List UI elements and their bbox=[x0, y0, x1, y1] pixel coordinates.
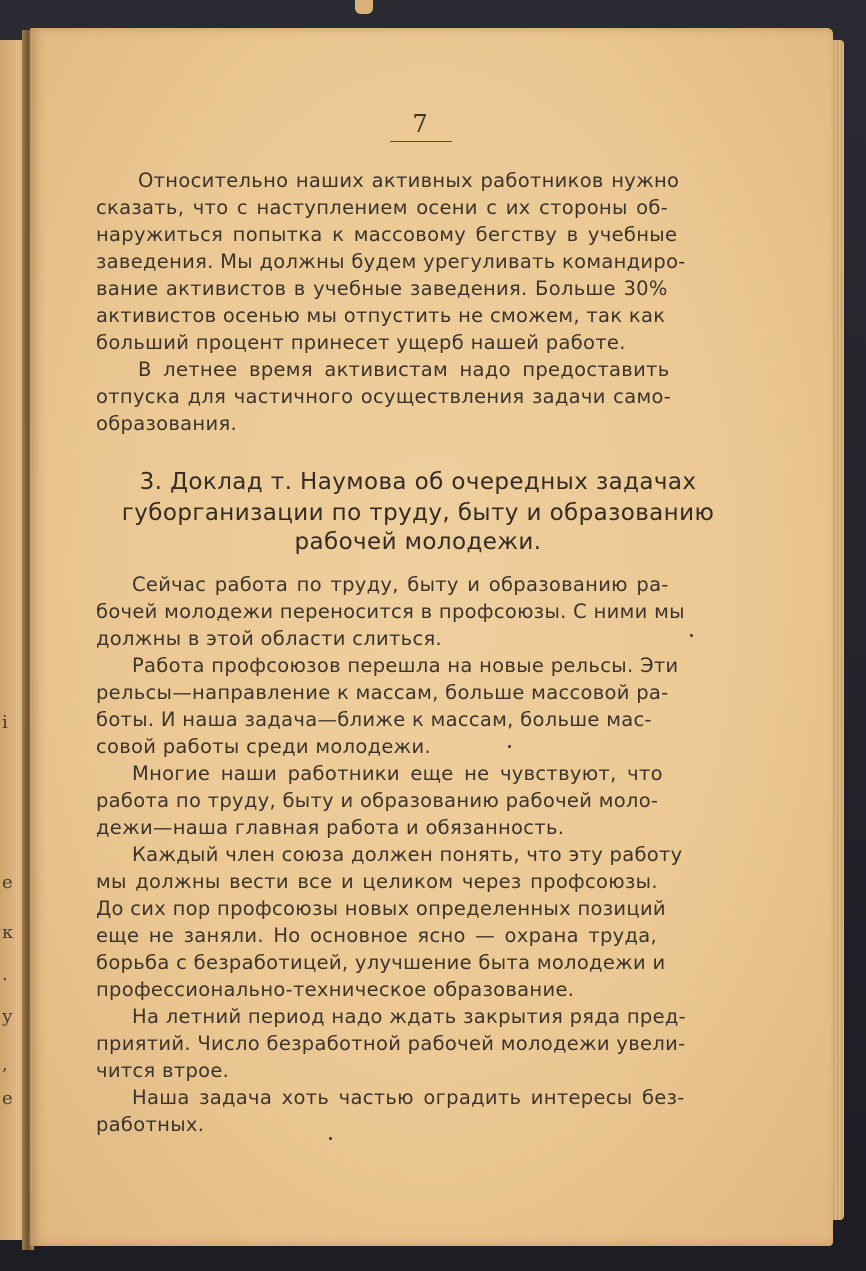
paragraph-line: образования. bbox=[96, 412, 237, 435]
section-heading-line: рабочей молодежи. bbox=[294, 529, 542, 555]
paragraph-line: Многие наши работники еще не чувствуют, что bbox=[132, 762, 663, 785]
paragraph-line: Относительно наших активных работников нужно bbox=[138, 169, 680, 192]
paragraph-line: Наша задача хоть частью оградить интересы без- bbox=[132, 1086, 685, 1109]
section-heading-line: 3. Доклад т. Наумова об очередных задачах bbox=[139, 469, 697, 495]
paragraph-line: отпуска для частичного осуществления задачи само- bbox=[96, 385, 672, 408]
left-page-fragment: і bbox=[2, 712, 8, 733]
ink-speck bbox=[508, 745, 511, 748]
paragraph-line: Сейчас работа по труду, быту и образованию ра- bbox=[132, 573, 669, 596]
paragraph-line: На летний период надо ждать закрытия ряда пред- bbox=[132, 1005, 687, 1028]
paragraph-line: должны в этой области слиться. bbox=[96, 627, 443, 650]
paragraph-line: рельсы—направление к массам, больше массовой ра- bbox=[96, 681, 669, 704]
left-page-fragment: у bbox=[2, 1006, 13, 1027]
paragraph-line: работных. bbox=[96, 1113, 205, 1136]
paragraph-line: До сих пор профсоюзы новых определенных позиций bbox=[96, 897, 666, 920]
ink-speck bbox=[329, 1137, 332, 1140]
paragraph-line: активистов осенью мы отпустить не сможем, так как bbox=[96, 304, 666, 327]
paragraph-line: сказать, что с наступлением осени с их стороны об- bbox=[96, 196, 669, 219]
paragraph-line: чится втрое. bbox=[96, 1059, 230, 1082]
paragraph-line: боты. И наша задача—ближе к массам, больше мас- bbox=[96, 708, 652, 731]
paragraph-line: приятий. Число безработной рабочей молодежи увели- bbox=[96, 1032, 686, 1055]
section-heading-line: губорганизации по труду, быту и образованию bbox=[121, 500, 715, 526]
paragraph-line: еще не заняли. Но основное ясно — охрана труда, bbox=[96, 924, 658, 947]
paragraph-line: наружиться попытка к массовому бегству в учебные bbox=[96, 223, 678, 246]
paper-scrap bbox=[355, 0, 373, 14]
page-number: 7 bbox=[412, 110, 428, 138]
paragraph-line: В летнее время активистам надо предоставить bbox=[138, 358, 670, 381]
page-number-underline bbox=[390, 141, 452, 142]
left-page-fragment: к bbox=[2, 922, 14, 943]
paragraph-line: Работа профсоюзов перешла на новые рельсы. Эти bbox=[132, 654, 679, 677]
paragraph-line: мы должны вести все и целиком через профсоюзы. bbox=[96, 870, 658, 893]
paragraph-line: дежи—наша главная работа и обязанность. bbox=[96, 816, 565, 839]
paragraph-line: Каждый член союза должен понять, что эту работу bbox=[132, 843, 683, 866]
paragraph-line: больший процент принесет ущерб нашей работе. bbox=[96, 331, 626, 354]
left-page-fragment: , bbox=[2, 1054, 8, 1075]
paragraph-line: профессионально-техническое образование. bbox=[96, 978, 575, 1001]
left-page-fragment: . bbox=[2, 964, 8, 985]
left-page-fragment: е bbox=[2, 872, 13, 893]
left-page-fragment: е bbox=[2, 1088, 13, 1109]
paragraph-line: заведения. Мы должны будем урегуливать командиро- bbox=[96, 250, 686, 273]
paragraph-line: совой работы среди молодежи. bbox=[96, 735, 431, 758]
ink-speck bbox=[690, 634, 693, 637]
paragraph-line: борьба с безработицей, улучшение быта молодежи и bbox=[96, 951, 666, 974]
paragraph-line: работа по труду, быту и образованию рабочей моло- bbox=[96, 789, 659, 812]
paragraph-line: вание активистов в учебные заведения. Больше 30% bbox=[96, 277, 668, 300]
paragraph-line: бочей молодежи переносится в профсоюзы. С ними мы bbox=[96, 600, 685, 623]
